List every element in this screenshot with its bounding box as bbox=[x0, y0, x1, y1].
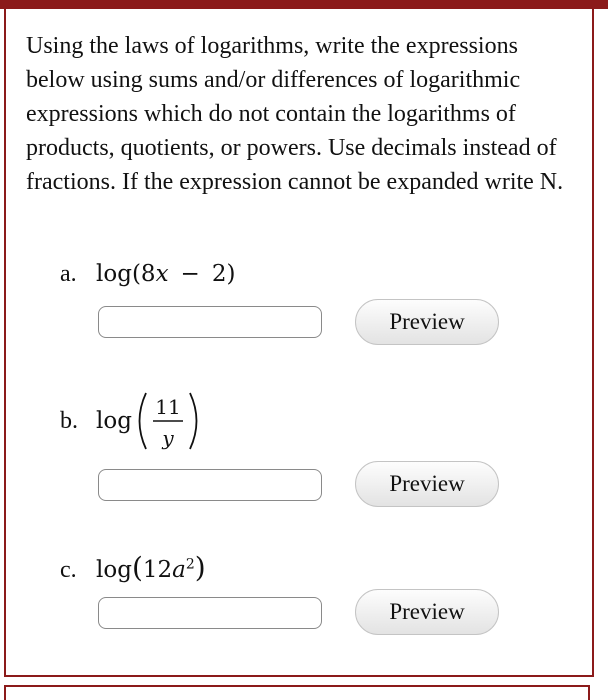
denominator: y bbox=[162, 426, 174, 450]
exponent: 2 bbox=[185, 556, 195, 572]
operator: − bbox=[180, 261, 200, 287]
problem-letter: b. bbox=[60, 408, 78, 434]
variable: a bbox=[172, 556, 186, 583]
variable: x bbox=[155, 261, 169, 287]
answer-input-b[interactable] bbox=[98, 469, 322, 501]
problem-letter: c. bbox=[60, 556, 77, 583]
close-paren: ) bbox=[226, 261, 236, 287]
math-expression-a bbox=[96, 261, 235, 287]
log-function: log bbox=[96, 261, 132, 287]
log-function: log bbox=[96, 556, 132, 583]
next-question-card-edge bbox=[4, 685, 590, 700]
math-expression-b bbox=[96, 389, 204, 453]
coefficient: 8 bbox=[140, 261, 156, 287]
open-paren: ( bbox=[131, 550, 143, 584]
problem-letter: a. bbox=[60, 261, 77, 287]
coefficient: 12 bbox=[142, 556, 173, 583]
preview-button-b[interactable]: Preview bbox=[355, 461, 499, 507]
problem-a bbox=[60, 259, 235, 289]
question-card bbox=[4, 9, 594, 677]
preview-button-c[interactable]: Preview bbox=[355, 589, 499, 635]
fraction-with-parens bbox=[132, 389, 204, 453]
answer-input-c[interactable] bbox=[98, 597, 322, 629]
top-frame-bar bbox=[0, 0, 616, 9]
preview-button-a[interactable]: Preview bbox=[355, 299, 499, 345]
constant: 2 bbox=[211, 261, 227, 287]
page-edge bbox=[608, 0, 616, 700]
log-function: log bbox=[96, 408, 132, 434]
question-instructions: Using the laws of logarithms, write the expressions below using sums and/or differences of logarithmic expressions which do not contain the logarithms of products, quotients, or powers. Use decimals instead of fractions. If the expression cannot be expanded write N. bbox=[26, 33, 564, 195]
open-paren: ( bbox=[131, 261, 141, 287]
right-paren bbox=[190, 393, 197, 449]
problem-b bbox=[60, 389, 204, 453]
close-paren: ) bbox=[194, 550, 206, 584]
math-expression-c bbox=[96, 550, 206, 584]
numerator: 11 bbox=[155, 395, 181, 419]
left-paren bbox=[139, 393, 146, 449]
answer-input-a[interactable] bbox=[98, 306, 322, 338]
problem-c bbox=[60, 549, 206, 585]
